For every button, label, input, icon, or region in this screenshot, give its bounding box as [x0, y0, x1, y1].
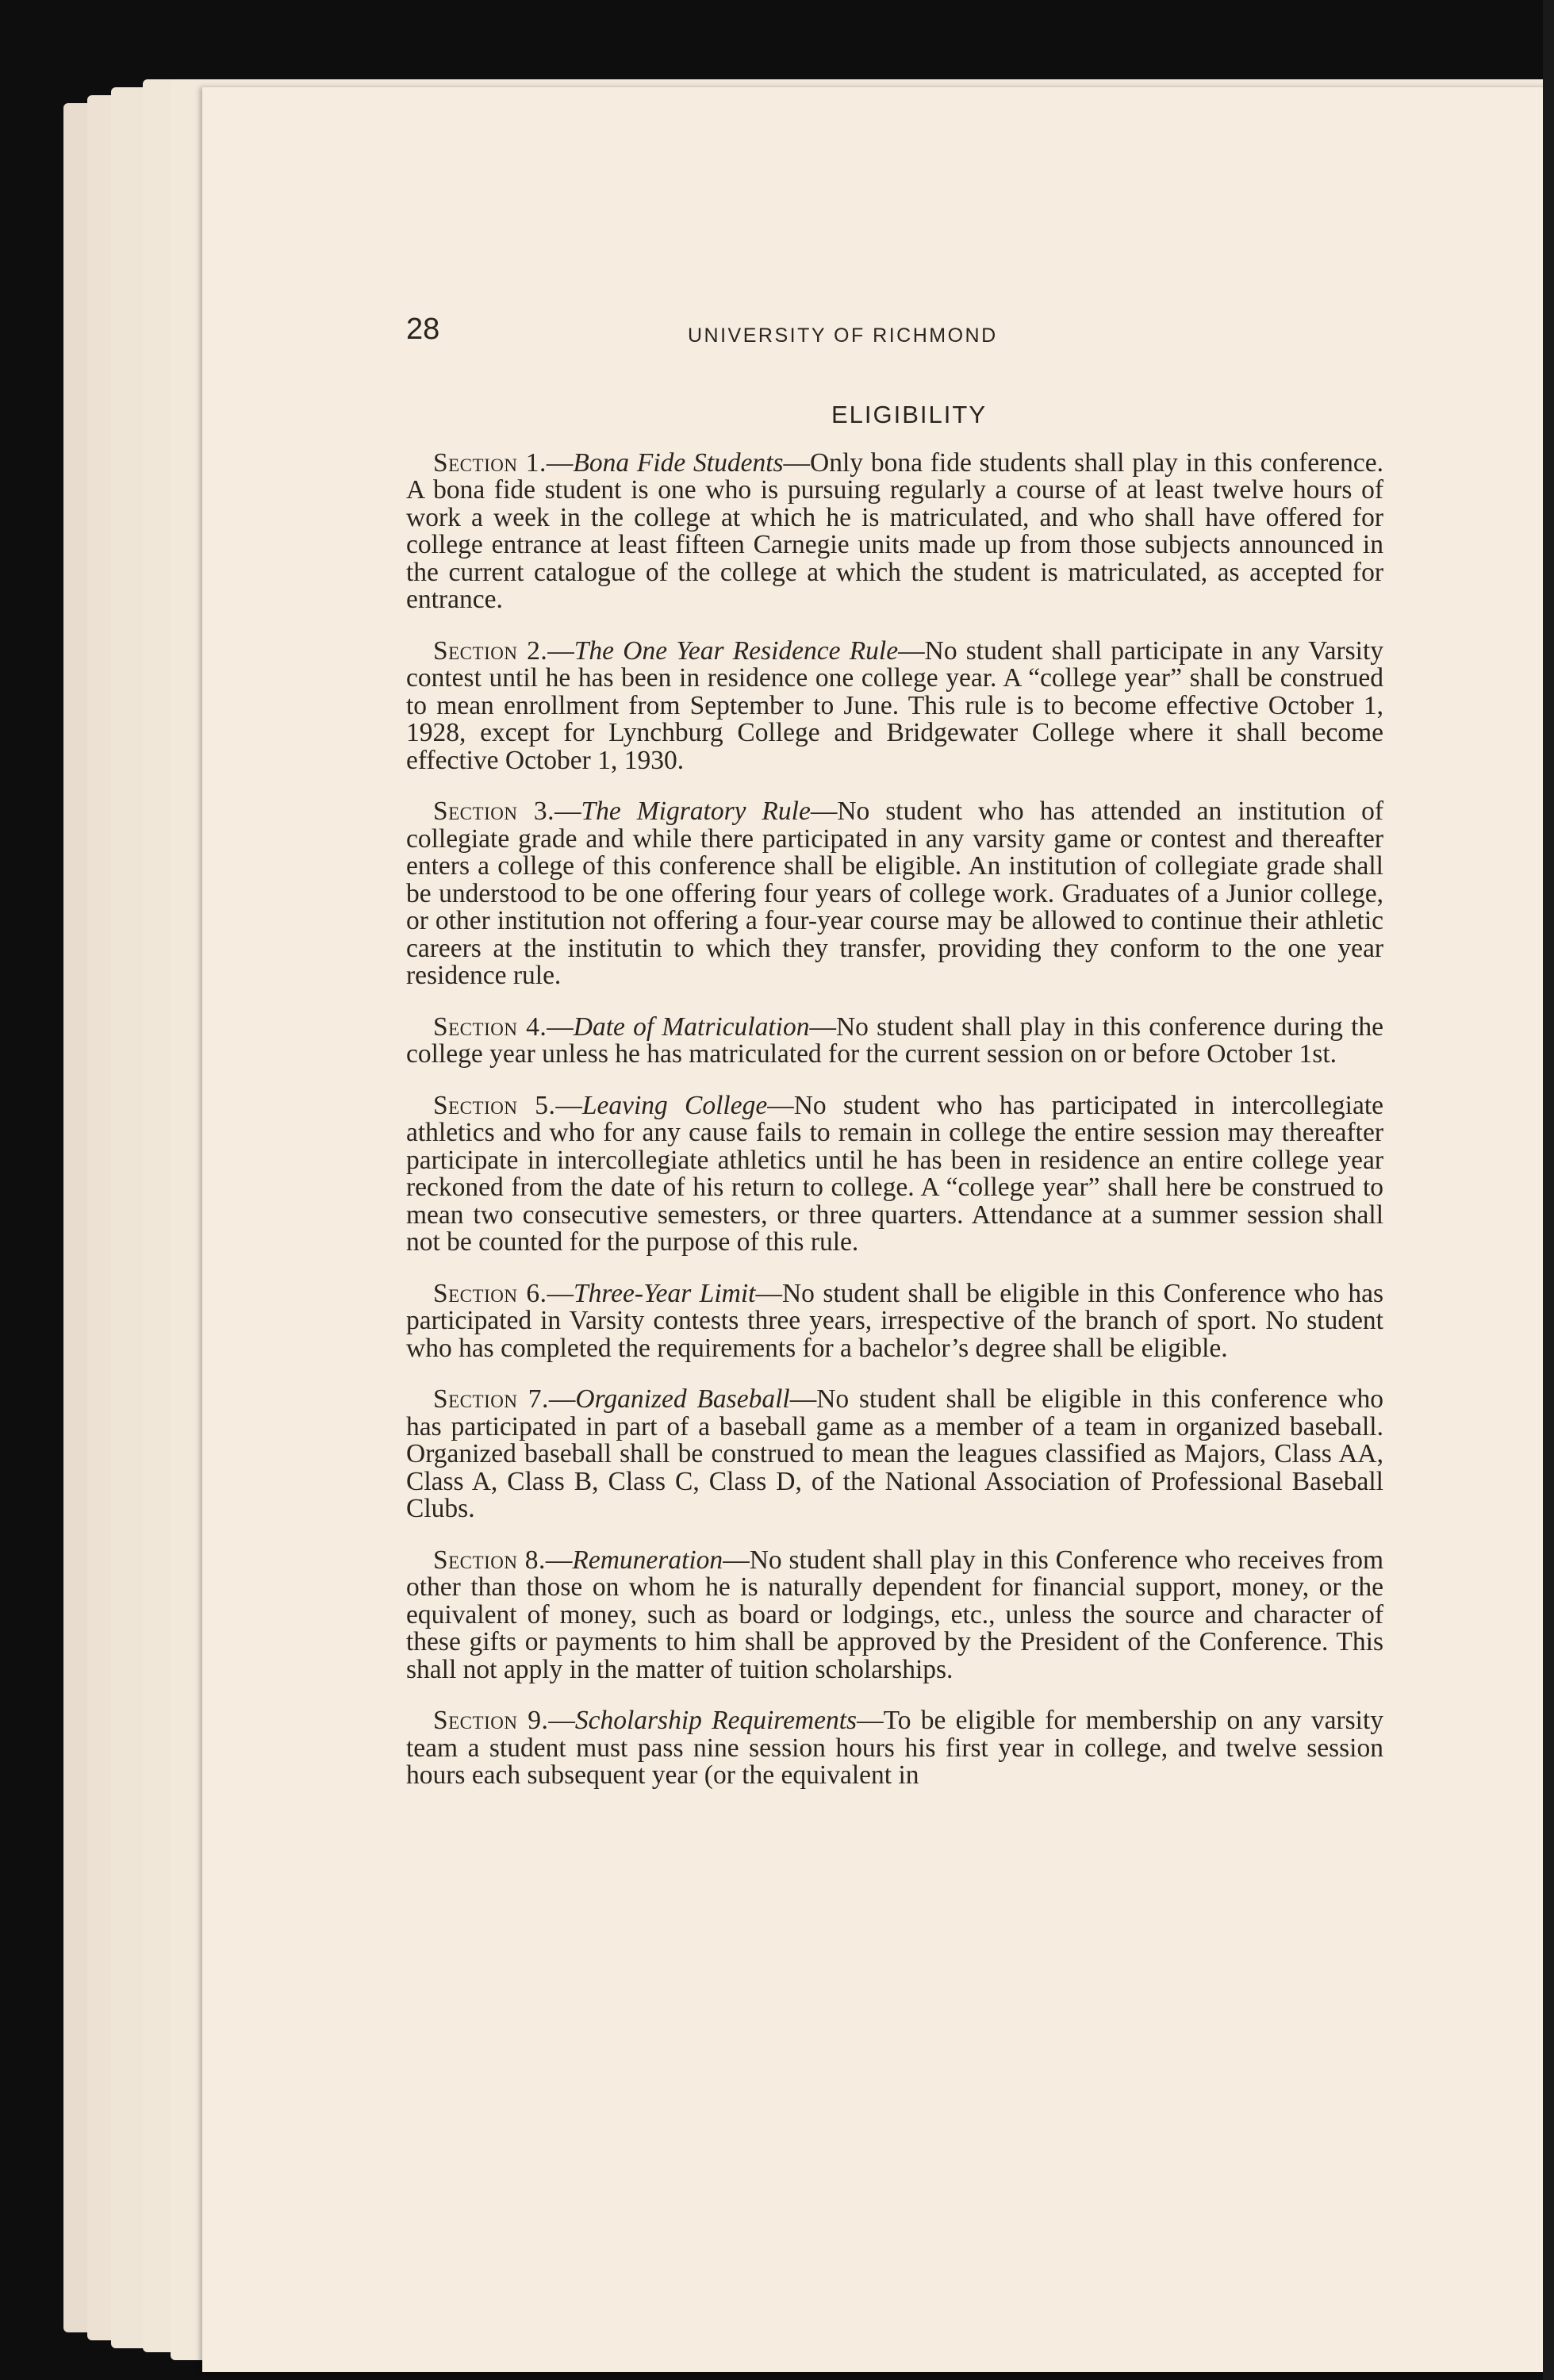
section-label: Section 1. — [433, 447, 547, 478]
section-2: Section 2.—The One Year Residence Rule—No student shall participate in any Varsity contest until he has been in residence one college year. A “college year” shall be construed to mean enrollment from September to June. This rule is to become effective October 1, 1928, except for Lynchburg College and Bridgewater College where it shall become effective October 1, 1930. — [406, 635, 1384, 775]
section-text: No student who has attended an institution of collegiate grade and while there participated in any varsity game or contest and thereafter enters a college of this conference shall be eligible. An institution of collegiate grade shall be understood to be one offering four years of college work. Graduates of a Junior college, or other institution not offering a four-year course may be allowed to continue their athletic careers at the institutin to which they transfer, providing they conform to the one year residence rule. — [406, 797, 1383, 990]
section-label: Section 9. — [433, 1706, 549, 1735]
section-text: Only bona fide students shall play in this conference. A bona fide student is one who is pursuing regularly a course of at least twelve hours of work a week in the college at which he is matriculated, and who shall have offered for college entrance at least fifteen Carnegie units made up from those subjects announced in the current catalogue of the college at which the student is matriculated, as accepted for entrance. — [406, 447, 1383, 614]
section-label: Section 2. — [433, 635, 548, 666]
page-content — [406, 313, 1384, 1814]
page-number: 28 — [406, 313, 440, 346]
section-title: Organized Baseball — [575, 1384, 790, 1414]
section-title: The Migratory Rule — [581, 797, 811, 826]
background-edge — [1543, 0, 1554, 2380]
section-title: Scholarship Requirements — [574, 1706, 858, 1735]
section-3: Section 3.—The Migratory Rule—No student who has attended an institution of collegiate grade and while there participated in any varsity game or contest and thereafter enters a college of this conference shall be eligible. An institution of collegiate grade shall be understood to be one offering four years of college work. Graduates of a Junior college, or other institution not offering a four-year course may be allowed to continue their athletic careers at the institutin to which they transfer, providing they conform to the one year residence rule. — [406, 797, 1383, 990]
section-text: No student shall be eligible in this Conference who has participated in Varsity contests three years, irrespective of the branch of sport. No student who has completed the requirements for a bachelor’s degree shall be eligible. — [406, 1278, 1383, 1363]
section-label: Section 8. — [433, 1545, 546, 1575]
section-4: Section 4.—Date of Matriculation—No student shall play in this conference during the college year unless he has matriculated for the current session on or before October 1st. — [406, 1012, 1383, 1069]
section-title: Date of Matriculation — [573, 1012, 810, 1042]
section-6: Section 6.—Three-Year Limit—No student shall be eligible in this Conference who has participated in Varsity contests three years, irrespective of the branch of sport. No student who has completed the requirements for a bachelor’s degree shall be eligible. — [406, 1278, 1383, 1363]
section-text: To be eligible for membership on any varsity team a student must pass nine session hours his first year in college, and twelve session hours each subsequent year (or the equivalent in — [406, 1706, 1384, 1790]
section-text: No student shall participate in any Varsity contest until he has been in residence one college year. A “college year” shall be construed to mean enrollment from September to June. This rule is to become effective October 1, 1928, except for Lynchburg College and Bridgewater College where it shall become effective October 1, 1930. — [406, 635, 1384, 775]
section-heading: ELIGIBILITY — [831, 401, 987, 428]
section-text: No student shall play in this conference during the college year unless he has matriculated for the current session on or before October 1st. — [406, 1012, 1383, 1069]
section-title: Three-Year Limit — [574, 1278, 756, 1308]
running-title: UNIVERSITY OF RICHMOND — [688, 324, 998, 347]
section-label: Section 3. — [433, 797, 555, 826]
section-title: The One Year Residence Rule — [574, 635, 899, 666]
section-title: Remuneration — [572, 1545, 723, 1575]
section-label: Section 7. — [433, 1384, 549, 1414]
section-7: Section 7.—Organized Baseball—No student shall be eligible in this conference who has participated in part of a baseball game as a member of a team in organized baseball. Organized baseball shall be construed to mean the leagues classified as Majors, Class AA, Class A, Class B, Class C, Class D, of the National Association of Professional Baseball Clubs. — [406, 1384, 1384, 1523]
section-title: Bona Fide Students — [573, 447, 784, 478]
running-head — [406, 313, 1383, 355]
section-1: Section 1.—Bona Fide Students—Only bona fide students shall play in this conference. A bona fide student is one who is pursuing regularly a course of at least twelve hours of work a week in the college at which he is matriculated, and who shall have offered for college entrance at least fifteen Carnegie units made up from those subjects announced in the current catalogue of the college at which the student is matriculated, as accepted for entrance. — [406, 447, 1383, 614]
section-title: Leaving College — [581, 1090, 768, 1120]
section-text: No student shall be eligible in this conference who has participated in part of a baseball game as a member of a team in organized baseball. Organized baseball shall be construed to mean the leagues classified as Majors, Class AA, Class A, Class B, Class C, Class D, of the National Association of Professional Baseball Clubs. — [406, 1384, 1384, 1523]
section-9: Section 9.—Scholarship Requirements—To be eligible for membership on any varsity team a student must pass nine session hours his first year in college, and twelve session hours each subsequent year (or the equivalent in — [406, 1706, 1384, 1790]
section-5: Section 5.—Leaving College—No student who has participated in intercollegiate athletics and who for any cause fails to remain in college the entire session may thereafter participate in intercollegiate athletics until he has been in residence an entire college year reckoned from the date of his return to college. A “college year” shall here be construed to mean two consecutive semesters, or three quarters. Attendance at a summer session shall not be counted for the purpose of this rule. — [406, 1090, 1384, 1257]
section-text: No student who has participated in intercollegiate athletics and who for any cause fails to remain in college the entire session may thereafter participate in intercollegiate athletics until he has been in residence an entire college year reckoned from the date of his return to college. A “college year” shall here be construed to mean two consecutive semesters, or three quarters. Attendance at a summer session shall not be counted for the purpose of this rule. — [406, 1090, 1384, 1257]
section-8: Section 8.—Remuneration—No student shall play in this Conference who receives from other than those on whom he is naturally dependent for financial support, money, or the equivalent of money, such as board or lodgings, etc., unless the source and character of these gifts or payments to him shall be approved by the President of the Conference. This shall not apply in the matter of tuition scholarships. — [406, 1545, 1383, 1684]
section-text: No student shall play in this Conference who receives from other than those on whom he is naturally dependent for financial support, money, or the equivalent of money, such as board or lodgings, etc., unless the source and character of these gifts or payments to him shall be approved by the President of the Conference. This shall not apply in the matter of tuition scholarships. — [406, 1545, 1383, 1684]
section-label: Section 4. — [433, 1012, 547, 1042]
section-label: Section 5. — [433, 1090, 556, 1120]
section-label: Section 6. — [433, 1278, 547, 1308]
